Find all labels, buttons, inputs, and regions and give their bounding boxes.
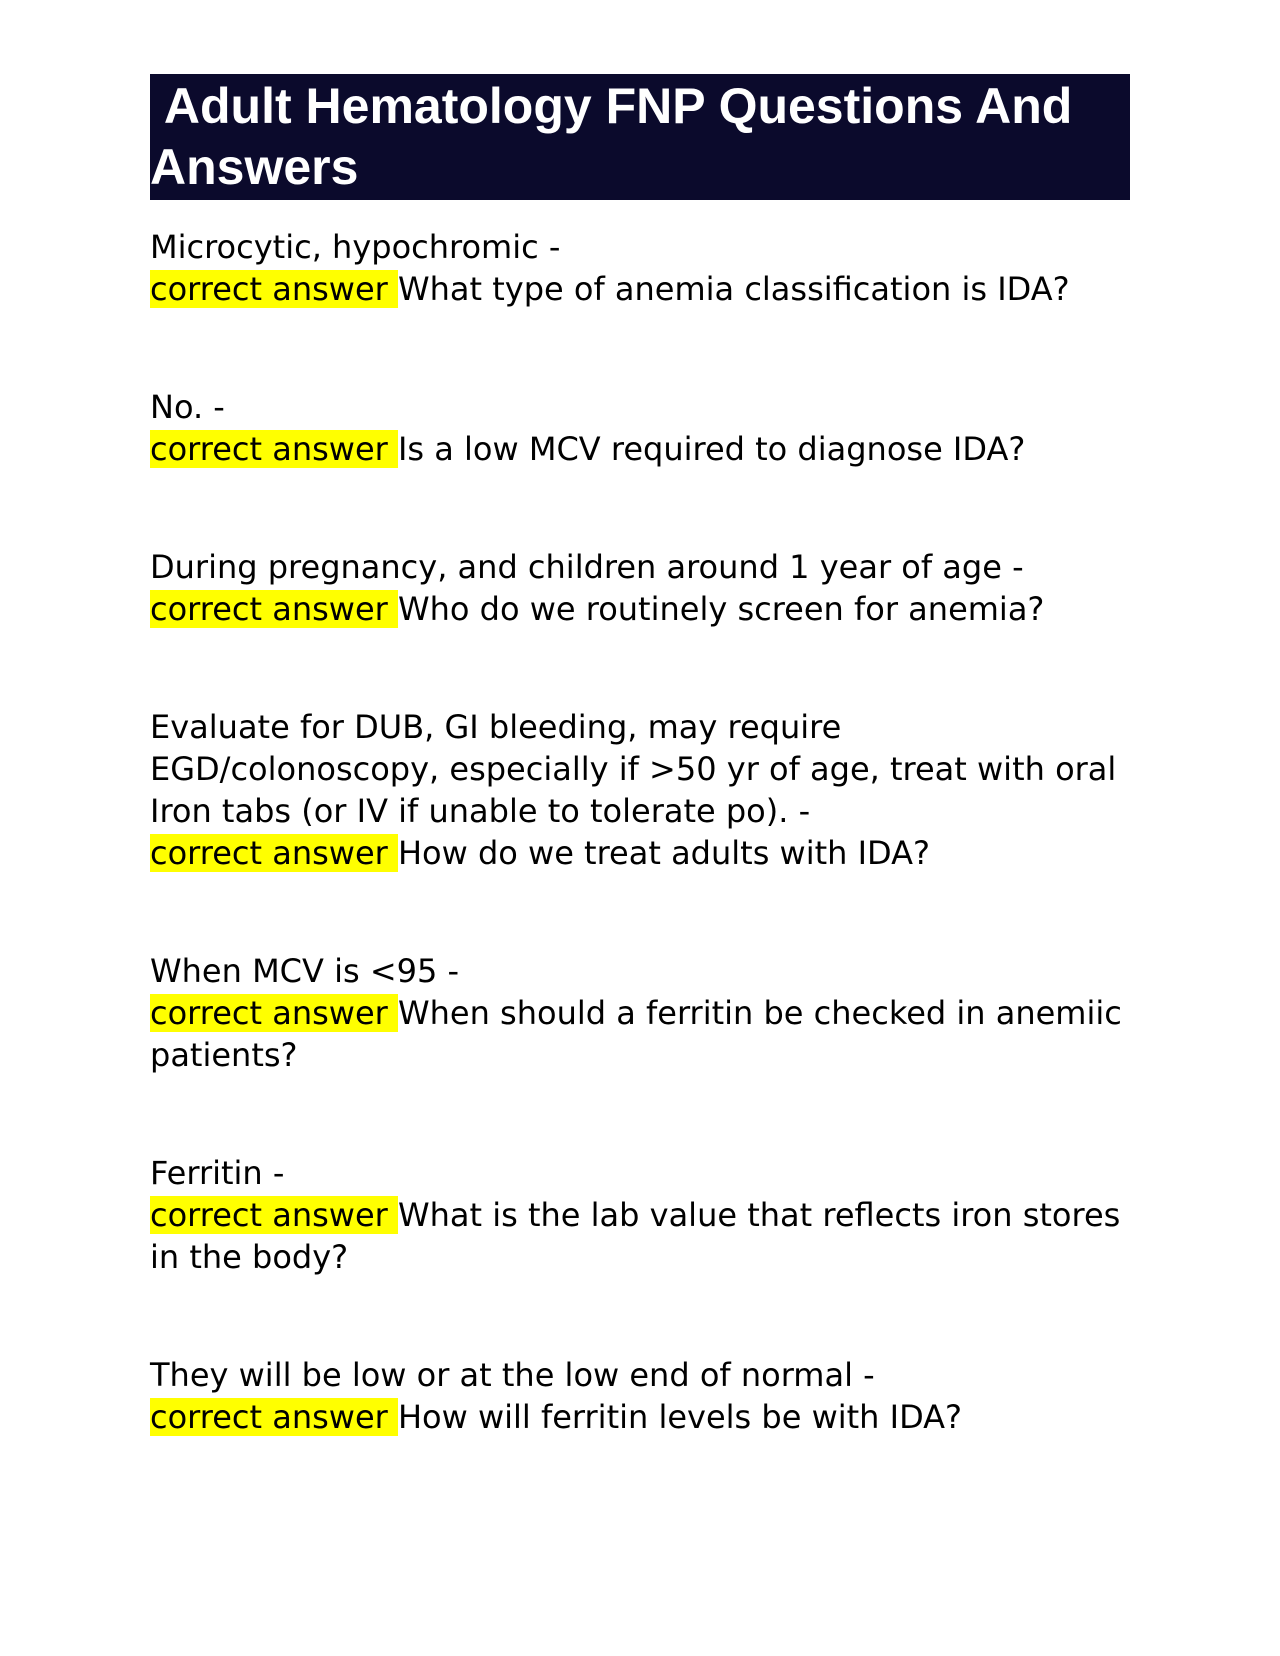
answer-text: Evaluate for DUB, GI bleeding, may require EGD/colonoscopy, especially if >50 yr of age, treat with oral Iron tabs (or IV if unable to tolerate po). - bbox=[150, 708, 1117, 830]
answer-text: Microcytic, hypochromic - bbox=[150, 228, 561, 266]
question-text: How do we treat adults with IDA? bbox=[397, 834, 930, 872]
correct-answer-label: correct answer bbox=[150, 994, 398, 1032]
qa-item bbox=[150, 1354, 1130, 1438]
answer-text: Ferritin - bbox=[150, 1154, 285, 1192]
question-line bbox=[150, 992, 1130, 1076]
qa-item bbox=[150, 950, 1130, 1076]
title-banner bbox=[150, 74, 1130, 200]
question-line bbox=[150, 1396, 1130, 1438]
question-text: What is the lab value that reflects iron stores in the body? bbox=[150, 1196, 1121, 1276]
question-line bbox=[150, 588, 1130, 630]
qa-list bbox=[150, 226, 1130, 1438]
question-line bbox=[150, 428, 1130, 470]
qa-item bbox=[150, 546, 1130, 630]
question-text: How will ferritin levels be with IDA? bbox=[397, 1398, 963, 1436]
question-text: When should a ferritin be checked in anemiic patients? bbox=[150, 994, 1122, 1074]
correct-answer-label: correct answer bbox=[150, 270, 398, 308]
document-page bbox=[150, 74, 1130, 1514]
question-line bbox=[150, 832, 1130, 874]
answer-text: During pregnancy, and children around 1 year of age - bbox=[150, 548, 1024, 586]
correct-answer-label: correct answer bbox=[150, 1196, 398, 1234]
qa-item bbox=[150, 226, 1130, 310]
answer-text: No. - bbox=[150, 388, 225, 426]
qa-item bbox=[150, 386, 1130, 470]
correct-answer-label: correct answer bbox=[150, 590, 398, 628]
answer-text: They will be low or at the low end of normal - bbox=[150, 1356, 875, 1394]
correct-answer-label: correct answer bbox=[150, 430, 398, 468]
question-line bbox=[150, 268, 1130, 310]
correct-answer-label: correct answer bbox=[150, 834, 398, 872]
page-title: Adult Hematology FNP Questions And Answers bbox=[150, 78, 1085, 195]
question-text: What type of anemia classification is IDA? bbox=[397, 270, 1070, 308]
question-line bbox=[150, 1194, 1130, 1278]
question-text: Is a low MCV required to diagnose IDA? bbox=[397, 430, 1026, 468]
correct-answer-label: correct answer bbox=[150, 1398, 398, 1436]
answer-text: When MCV is <95 - bbox=[150, 952, 460, 990]
qa-item bbox=[150, 1152, 1130, 1278]
question-text: Who do we routinely screen for anemia? bbox=[397, 590, 1045, 628]
qa-item bbox=[150, 706, 1130, 874]
